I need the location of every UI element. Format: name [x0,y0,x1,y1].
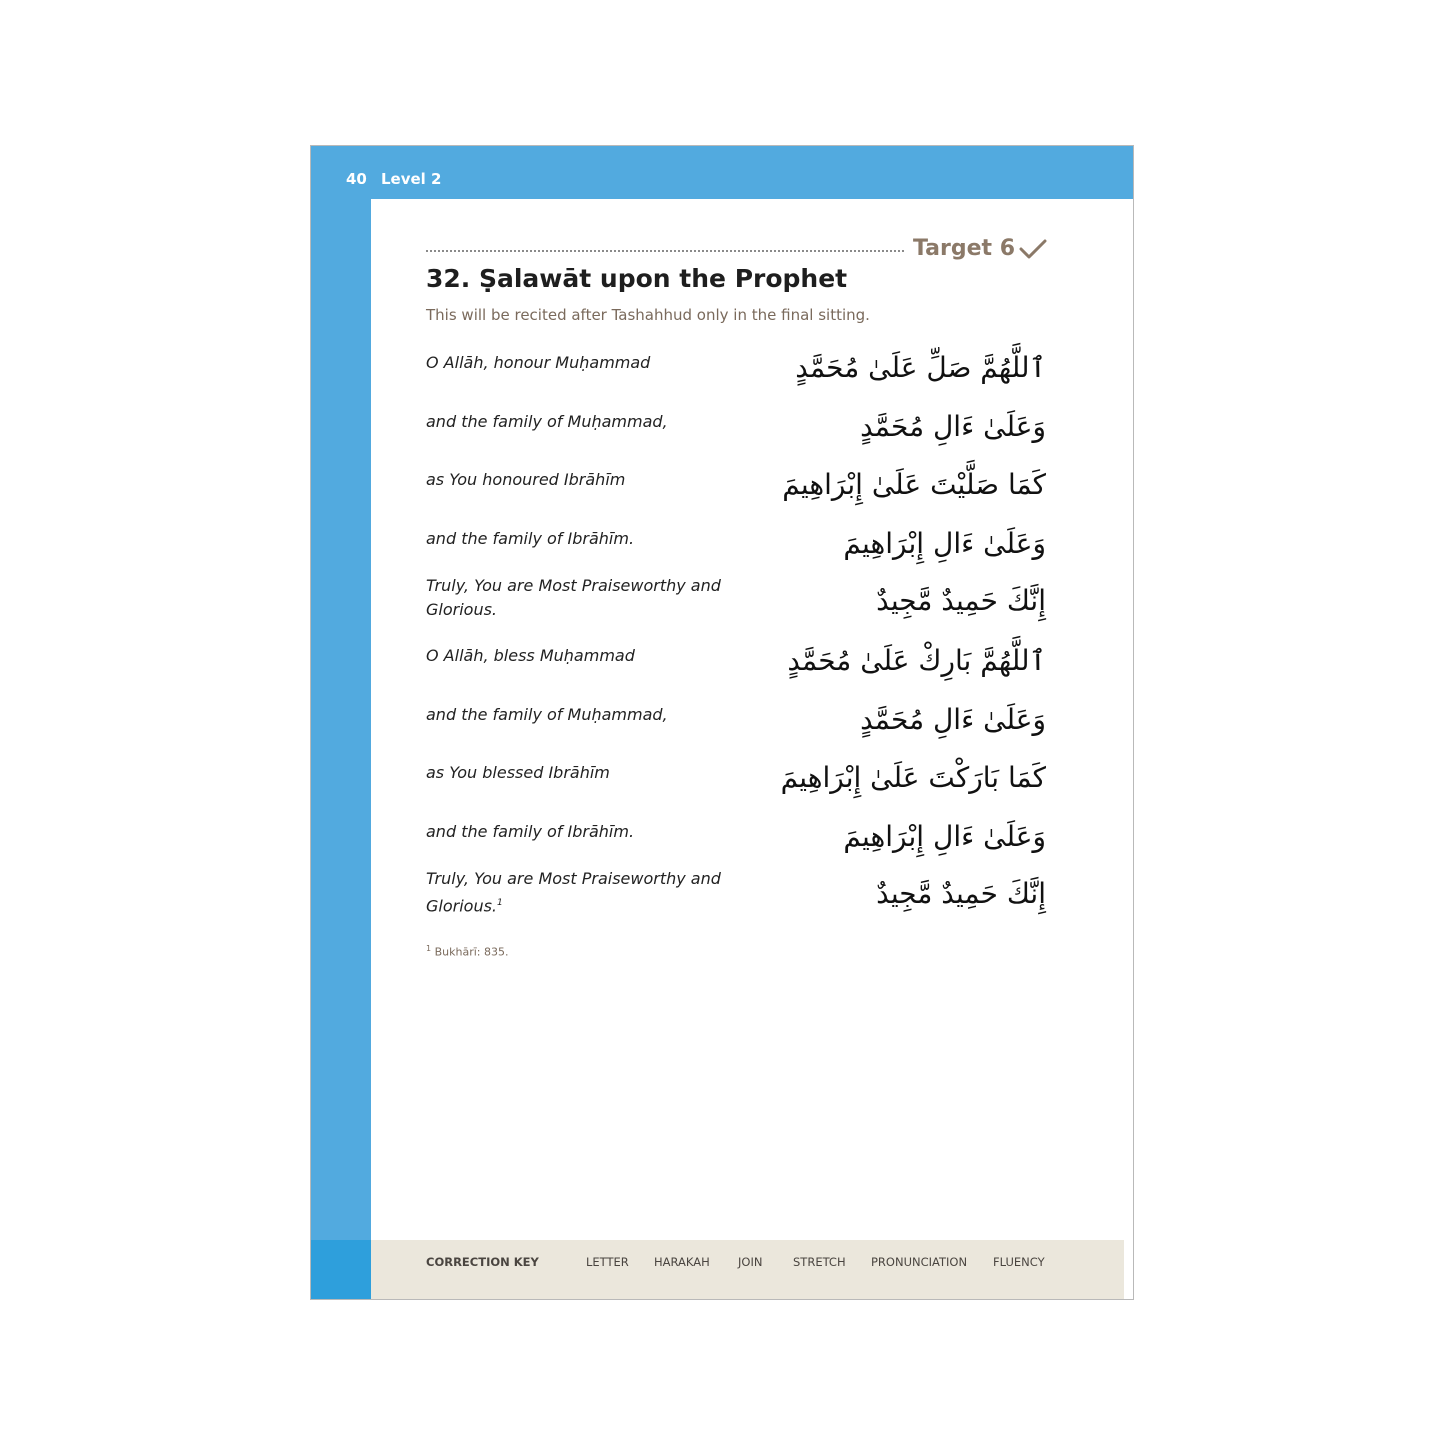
level-label: Level 2 [381,170,442,188]
key-item-join: JOIN [738,1255,763,1269]
key-item-letter: LETTER [586,1255,629,1269]
dua-line [426,761,1046,811]
english-translation: as You honoured Ibrāhīm [426,470,626,489]
english-translation: and the family of Muḥammad, [426,705,668,724]
dua-line [426,574,1046,624]
arabic-text: ٱللَّهُمَّ بَارِكْ عَلَىٰ مُحَمَّدٍ [787,644,1046,677]
dua-line [426,820,1046,870]
dua-line [426,351,1046,401]
english-translation: O Allāh, honour Muḥammad [426,353,651,372]
dua-line [426,703,1046,753]
arabic-text: إِنَّكَ حَمِيدٌ مَّجِيدٌ [876,584,1046,617]
key-item-fluency: FLUENCY [993,1255,1045,1269]
dua-line [426,410,1046,460]
arabic-text: وَعَلَىٰ ءَالِ إِبْرَاهِيمَ [843,527,1046,560]
page-subtitle: This will be recited after Tashahhud only in the final sitting. [426,306,870,324]
book-page [310,145,1134,1300]
dua-line [426,527,1046,577]
english-translation: as You blessed Ibrāhīm [426,763,610,782]
footnote: $^1$ Bukhārī: 835. [426,944,509,959]
arabic-text: كَمَا صَلَّيْتَ عَلَىٰ إِبْرَاهِيمَ [782,468,1046,501]
side-band [311,146,371,1299]
arabic-text: ٱللَّهُمَّ صَلِّ عَلَىٰ مُحَمَّدٍ [795,351,1046,384]
arabic-text: كَمَا بَارَكْتَ عَلَىٰ إِبْرَاهِيمَ [780,761,1046,794]
english-translation: Truly, You are Most Praiseworthy and Glorious. [426,576,721,619]
page-title: 32. Ṣalawāt upon the Prophet [426,264,848,293]
arabic-text: وَعَلَىٰ ءَالِ مُحَمَّدٍ [860,703,1046,736]
arabic-text: وَعَلَىٰ ءَالِ إِبْرَاهِيمَ [843,820,1046,853]
correction-key-title: CORRECTION KEY [426,1255,539,1269]
correction-key-bar [371,1240,1124,1299]
dua-line [426,644,1046,694]
target-divider [426,250,904,252]
arabic-text: إِنَّكَ حَمِيدٌ مَّجِيدٌ [876,877,1046,910]
checkmark-icon [1019,238,1047,260]
page-number: 40 [346,170,367,188]
key-item-harakah: HARAKAH [654,1255,710,1269]
dua-line [426,867,1046,917]
key-item-pronunciation: PRONUNCIATION [871,1255,968,1269]
target-label: Target 6 [913,236,1016,261]
english-translation: O Allāh, bless Muḥammad [426,646,635,665]
arabic-text: وَعَلَىٰ ءَالِ مُحَمَّدٍ [860,410,1046,443]
side-band-tab [311,1240,371,1299]
english-translation: and the family of Muḥammad, [426,412,668,431]
dua-line [426,468,1046,518]
key-item-stretch: STRETCH [793,1255,846,1269]
english-translation: and the family of Ibrāhīm. [426,822,635,841]
footnote-marker: 1 [497,898,503,908]
english-translation: Truly, You are Most Praiseworthy and Glorious.$^1$ [426,869,721,916]
english-translation: and the family of Ibrāhīm. [426,529,635,548]
